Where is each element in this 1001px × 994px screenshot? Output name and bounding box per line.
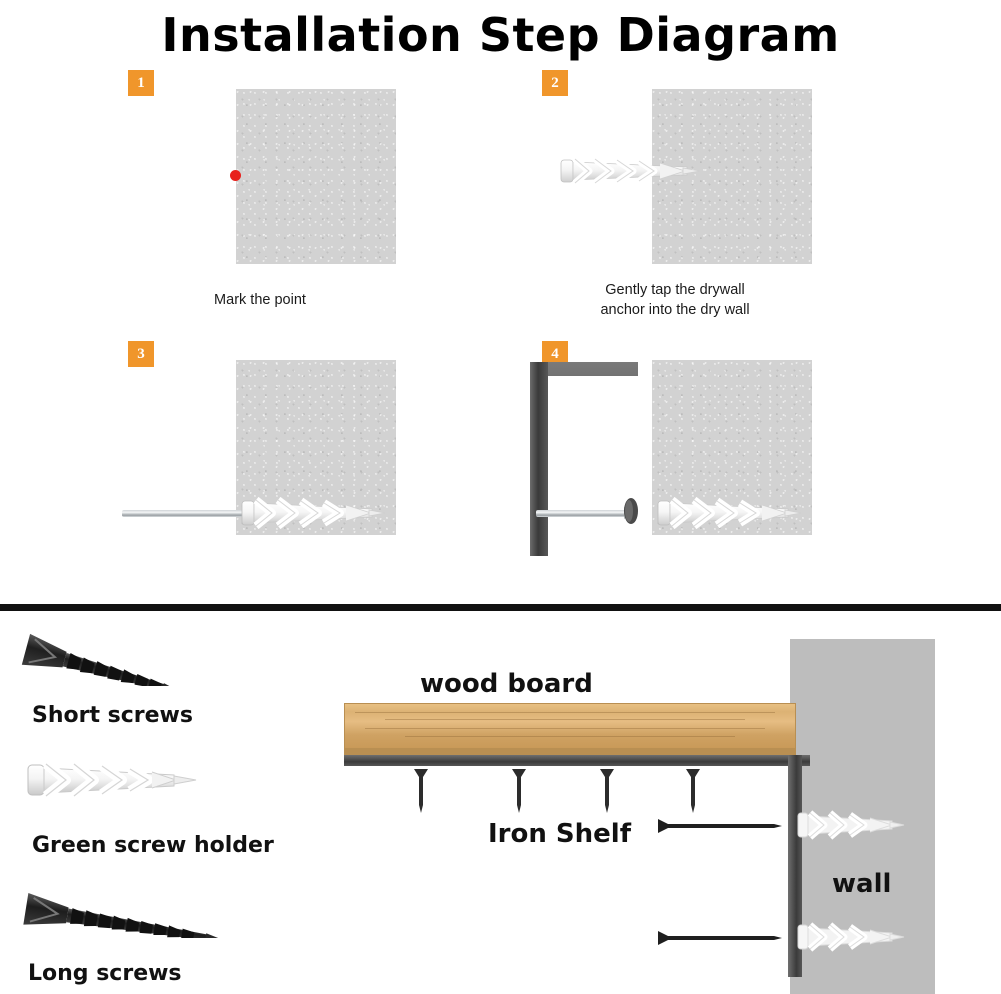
mini-screw-icon bbox=[598, 767, 616, 815]
drywall-anchor-icon bbox=[555, 150, 700, 192]
mini-screw-icon bbox=[412, 767, 430, 815]
iron-bracket-icon bbox=[526, 360, 646, 560]
label-wood-board: wood board bbox=[420, 669, 593, 699]
drywall-anchor-icon bbox=[796, 807, 906, 843]
step-caption-1: Mark the point bbox=[214, 292, 306, 308]
assembly-diagram bbox=[320, 611, 1001, 994]
drywall-anchor-icon bbox=[24, 755, 199, 807]
step-caption-2-line2: anchor into the dry wall bbox=[600, 302, 750, 318]
step-2 bbox=[500, 62, 1000, 332]
drywall-anchor-icon bbox=[656, 492, 801, 534]
parts-list bbox=[0, 611, 320, 994]
mini-screw-icon bbox=[684, 767, 702, 815]
label-iron-shelf: Iron Shelf bbox=[488, 819, 632, 849]
steps-grid bbox=[0, 62, 1001, 602]
long-screw-icon bbox=[20, 883, 235, 938]
iron-shelf-horizontal bbox=[344, 755, 810, 766]
wall-screw-icon bbox=[656, 817, 786, 835]
part-label-long-screws: Long screws bbox=[28, 961, 182, 986]
step-1 bbox=[0, 62, 500, 332]
drywall-anchor-icon bbox=[796, 919, 906, 955]
part-label-short-screws: Short screws bbox=[32, 703, 193, 728]
short-screw-icon bbox=[20, 631, 195, 686]
wall-screw-icon bbox=[656, 929, 786, 947]
step-3 bbox=[0, 332, 500, 602]
step-badge-1: 1 bbox=[128, 70, 154, 96]
label-wall: wall bbox=[832, 869, 892, 899]
mini-screw-icon bbox=[510, 767, 528, 815]
step-4 bbox=[500, 332, 1000, 602]
step-caption-2-line1: Gently tap the drywall bbox=[605, 282, 745, 298]
pan-screw-icon bbox=[618, 497, 644, 525]
step-badge-3: 3 bbox=[128, 341, 154, 367]
drywall-anchor-icon bbox=[240, 492, 385, 534]
red-dot-icon bbox=[230, 170, 241, 181]
wood-board bbox=[344, 703, 796, 749]
wall-block-icon bbox=[236, 89, 396, 264]
page-title: Installation Step Diagram bbox=[161, 8, 840, 62]
step-badge-2: 2 bbox=[542, 70, 568, 96]
step-badge-4: 4 bbox=[542, 341, 568, 367]
section-divider bbox=[0, 604, 1001, 611]
parts-and-assembly-section bbox=[0, 611, 1001, 994]
part-label-green-screw-holder: Green screw holder bbox=[32, 833, 274, 858]
